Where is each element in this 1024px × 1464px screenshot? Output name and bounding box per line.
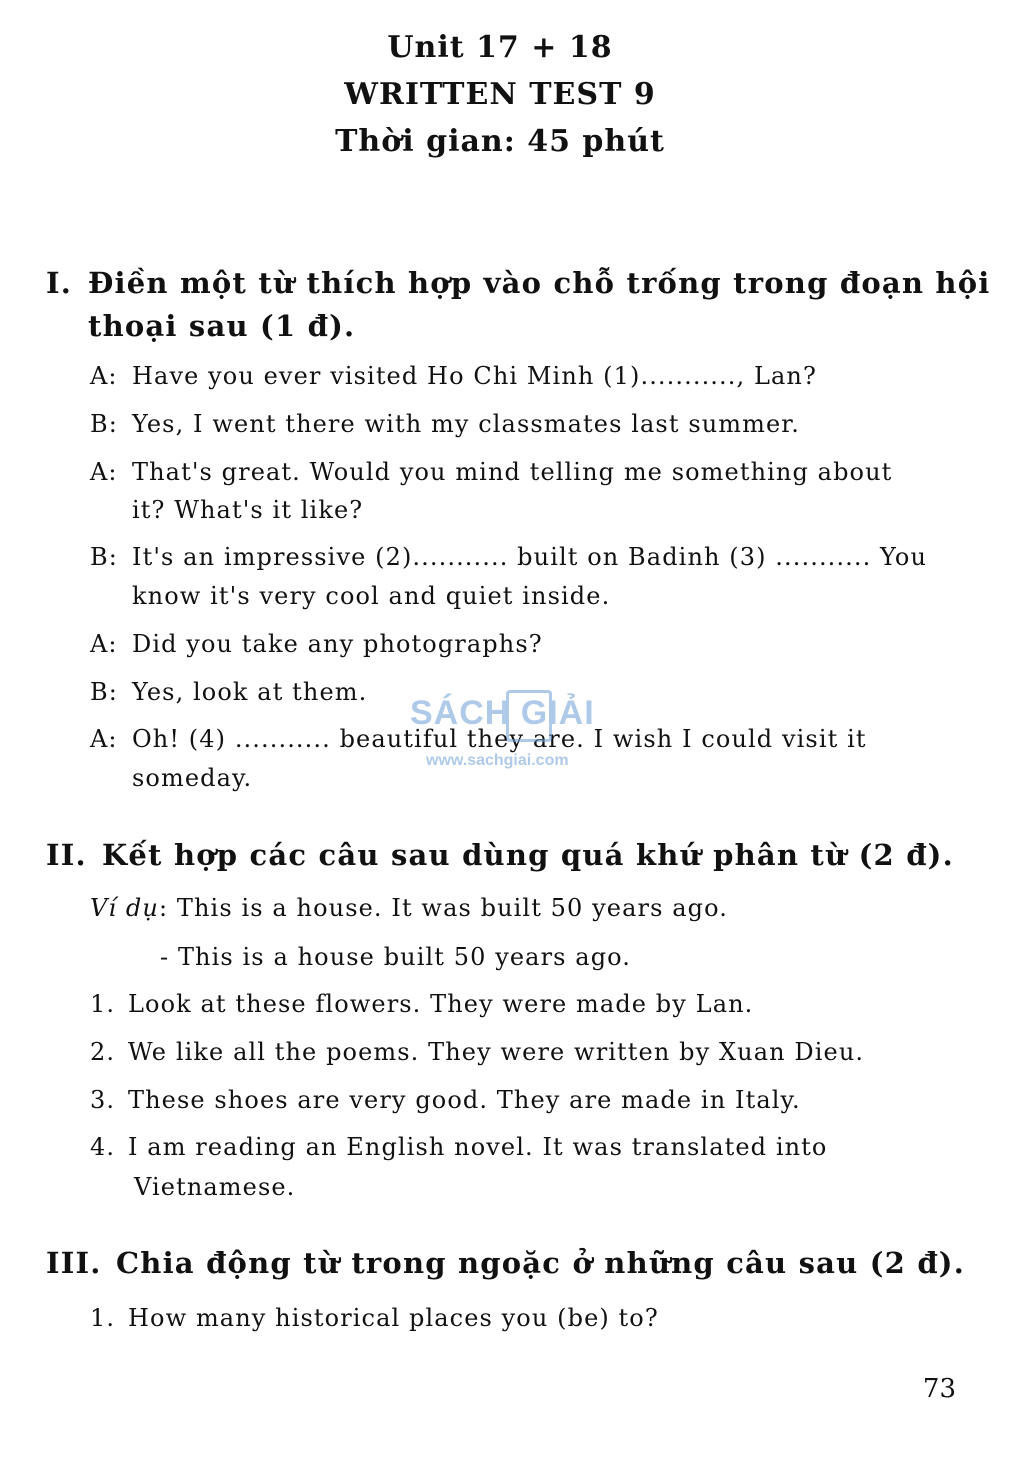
section3-number: III. (46, 1246, 102, 1280)
dialogue-line: A: Have you ever visited Ho Chi Minh (1)..........., Lan? (90, 362, 817, 390)
unit-heading: Unit 17 + 18 (387, 30, 613, 65)
section2-title (46, 838, 954, 872)
example-text: : This is a house. It was built 50 years ago. (158, 894, 728, 922)
dialogue-line-continued: someday. (132, 764, 253, 792)
section1-title (46, 266, 990, 300)
page-number: 73 (922, 1374, 956, 1404)
sachgiai-watermark (400, 690, 640, 782)
example-line (90, 894, 728, 922)
exercise-item: 2. We like all the poems. They were written by Xuan Dieu. (90, 1038, 865, 1066)
exercise-item-continued: Vietnamese. (134, 1173, 296, 1201)
exercise-item: 1. Look at these flowers. They were made by Lan. (90, 990, 754, 1018)
section2-title-text: Kết hợp các câu sau dùng quá khứ phân từ (2 đ). (102, 838, 954, 872)
exercise-item: 4. I am reading an English novel. It was translated into (90, 1133, 828, 1161)
dialogue-line-continued: it? What's it like? (132, 496, 364, 524)
exercise-item: 1. How many historical places you (be) to? (90, 1304, 659, 1332)
section3-title-text: Chia động từ trong ngoặc ở những câu sau (2 đ). (116, 1246, 966, 1280)
example-answer: - This is a house built 50 years ago. (160, 943, 632, 971)
watermark-url: www.sachgiai.com (426, 752, 569, 769)
dialogue-line: A: Oh! (4) ........... beautiful they are. I wish I could visit it (90, 725, 867, 753)
dialogue-line-continued: know it's very cool and quiet inside. (132, 582, 611, 610)
time-limit: Thời gian: 45 phút (335, 124, 665, 159)
section1-number: I. (46, 266, 73, 300)
watermark-logo: SÁCH GIẢI (410, 694, 595, 732)
dialogue-line: B: It's an impressive (2)........... built on Badinh (3) ........... You (90, 543, 928, 571)
test-title: WRITTEN TEST 9 (344, 77, 656, 112)
section1-title-continued: thoại sau (1 đ). (88, 309, 356, 343)
section1-title-line1: Điền một từ thích hợp vào chỗ trống trong đoạn hội (88, 266, 991, 300)
section2-number: II. (46, 838, 87, 872)
exercise-item: 3. These shoes are very good. They are made in Italy. (90, 1086, 801, 1114)
dialogue-line: A: Did you take any photographs? (90, 630, 543, 658)
dialogue-line: A: That's great. Would you mind telling me something about (90, 458, 893, 486)
section3-title (46, 1246, 965, 1280)
example-label: Ví dụ (90, 894, 159, 922)
dialogue-line: B: Yes, look at them. (90, 678, 368, 706)
dialogue-line: B: Yes, I went there with my classmates last summer. (90, 410, 800, 438)
